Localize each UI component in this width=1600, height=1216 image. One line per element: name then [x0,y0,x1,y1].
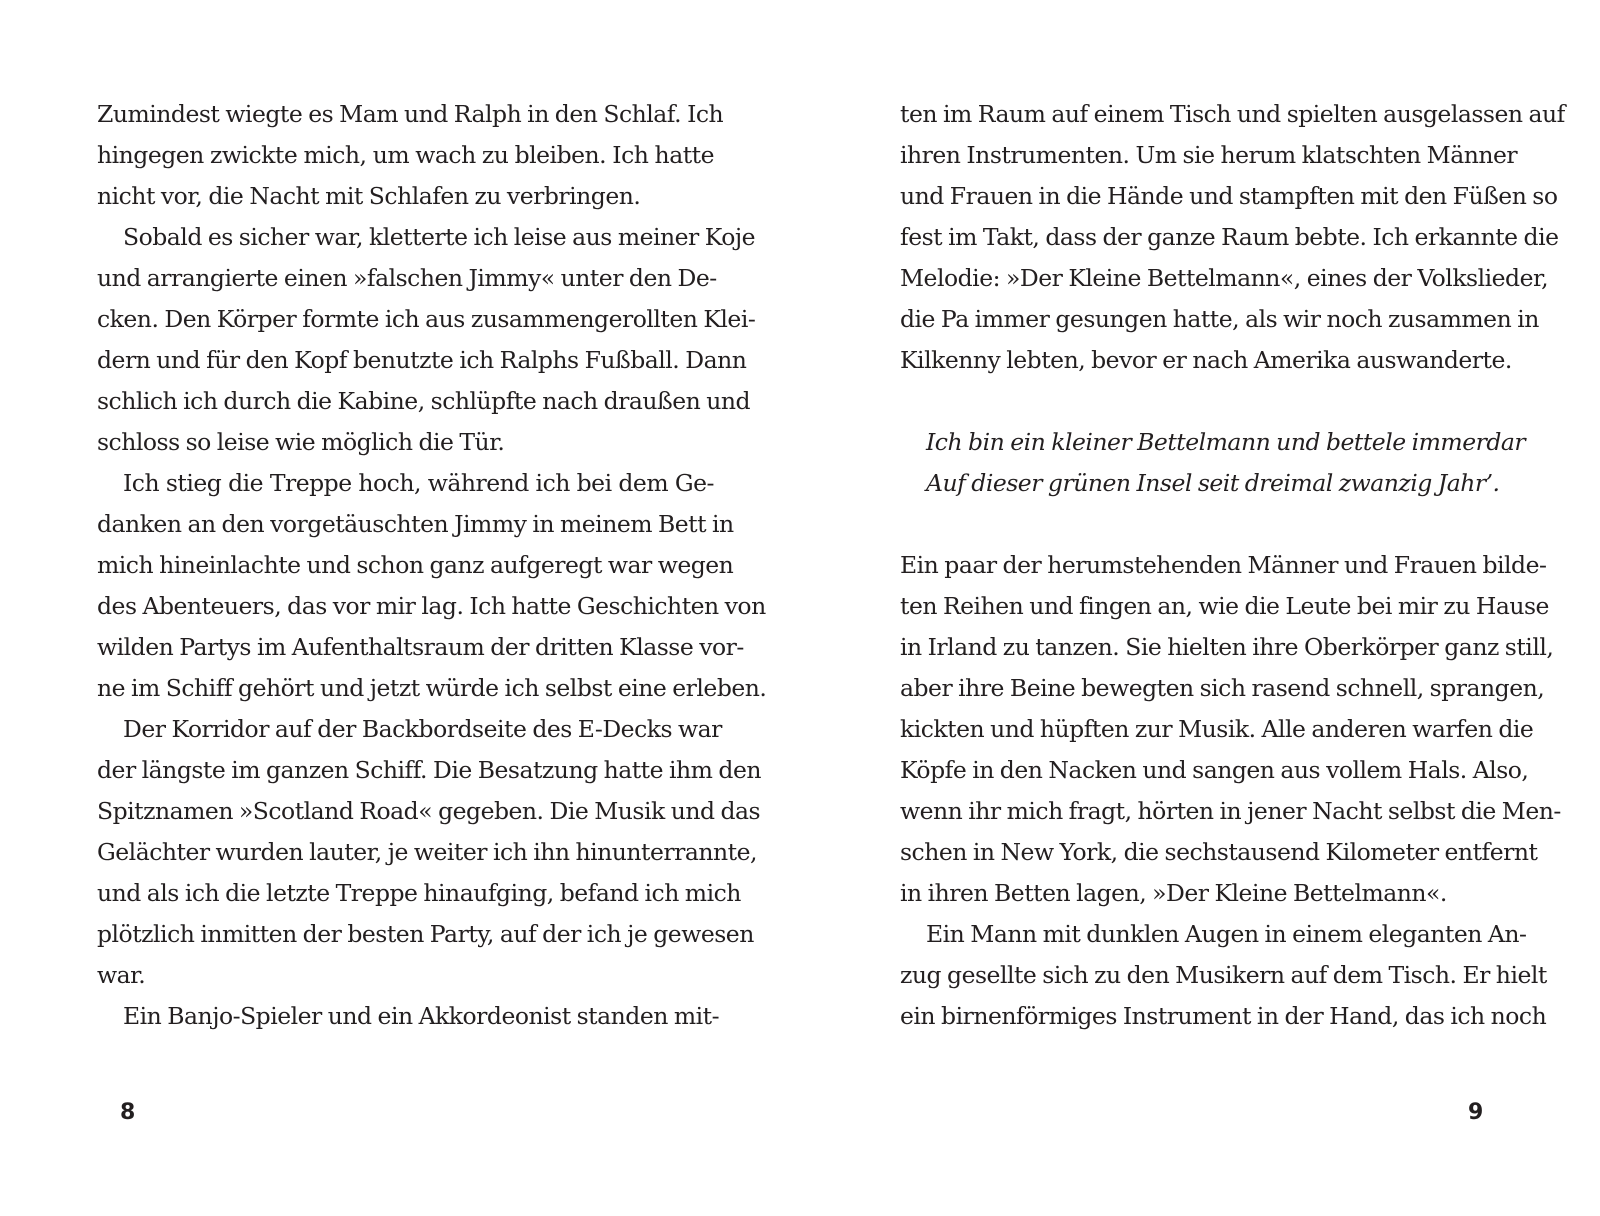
page-number: 8 [120,1100,136,1125]
text-line: Ich stieg die Treppe hoch, während ich bei dem Ge- [123,469,714,497]
text-line: hingegen zwickte mich, um wach zu bleiben. Ich hatte [97,141,714,169]
spacer [900,381,1512,422]
text-line: des Abenteuers, das vor mir lag. Ich hatte Geschichten von [97,592,766,620]
text-line: schen in New York, die sechstausend Kilometer entfernt [900,838,1538,866]
text-line: ten Reihen und fingen an, wie die Leute bei mir zu Hause [900,592,1549,620]
text-line: ten im Raum auf einem Tisch und spielten ausgelassen auf [900,100,1565,128]
text-line: war. [97,961,146,989]
text-line: Zumindest wiegte es Mam und Ralph in den Schlaf. Ich [97,100,724,128]
text-line: und arrangierte einen »falschen Jimmy« unter den De- [97,264,717,292]
text-line: dern und für den Kopf benutzte ich Ralphs Fußball. Dann [97,346,747,374]
text-line: ihren Instrumenten. Um sie herum klatschten Männer [900,141,1518,169]
right-page [800,0,1600,1216]
text-line: fest im Takt, dass der ganze Raum bebte. Ich erkannte die [900,223,1559,251]
text-line: zug gesellte sich zu den Musikern auf dem Tisch. Er hielt [900,961,1547,989]
text-line: in Irland zu tanzen. Sie hielten ihre Oberkörper ganz still, [900,633,1554,661]
text-line: ne im Schiff gehört und jetzt würde ich selbst eine erleben. [97,674,767,702]
verse-line: Ich bin ein kleiner Bettelmann und bettele immerdar [926,428,1526,456]
text-line: in ihren Betten lagen, »Der Kleine Bettelmann«. [900,879,1447,907]
text-line: schloss so leise wie möglich die Tür. [97,428,505,456]
text-line: kickten und hüpften zur Musik. Alle anderen warfen die [900,715,1534,743]
right-page-text [900,94,1565,1037]
spacer [900,504,1512,545]
text-line: Gelächter wurden lauter, je weiter ich ihn hinunterrannte, [97,838,757,866]
text-line: Ein Banjo-Spieler und ein Akkordeonist standen mit- [123,1002,720,1030]
text-line: Kilkenny lebten, bevor er nach Amerika auswanderte. [900,346,1512,374]
text-line: cken. Den Körper formte ich aus zusammengerollten Klei- [97,305,756,333]
text-line: Sobald es sicher war, kletterte ich leise aus meiner Koje [123,223,756,251]
text-line: Ein Mann mit dunklen Augen in einem eleganten An- [926,920,1527,948]
text-line: danken an den vorgetäuschten Jimmy in meinem Bett in [97,510,734,538]
text-line: aber ihre Beine bewegten sich rasend schnell, sprangen, [900,674,1545,702]
text-line: wenn ihr mich fragt, hörten in jener Nacht selbst die Men- [900,797,1561,825]
text-line: und Frauen in die Hände und stampften mit den Füßen so [900,182,1558,210]
text-line: die Pa immer gesungen hatte, als wir noch zusammen in [900,305,1539,333]
text-line: Spitznamen »Scotland Road« gegeben. Die Musik und das [97,797,761,825]
page-number: 9 [1468,1100,1484,1125]
text-line: Köpfe in den Nacken und sangen aus vollem Hals. Also, [900,756,1529,784]
text-line: der längste im ganzen Schiff. Die Besatzung hatte ihm den [97,756,761,784]
text-line: und als ich die letzte Treppe hinaufging, befand ich mich [97,879,741,907]
left-page-text [97,94,767,1037]
text-line: Melodie: »Der Kleine Bettelmann«, eines der Volkslieder, [900,264,1549,292]
text-line: nicht vor, die Nacht mit Schlafen zu verbringen. [97,182,641,210]
text-line: mich hineinlachte und schon ganz aufgeregt war wegen [97,551,734,579]
verse-line: Auf dieser grünen Insel seit dreimal zwanzig Jahr’. [926,469,1500,497]
text-line: Ein paar der herumstehenden Männer und Frauen bilde- [900,551,1547,579]
text-line: ein birnenförmiges Instrument in der Hand, das ich noch [900,1002,1547,1030]
text-line: Der Korridor auf der Backbordseite des E-Decks war [123,715,722,743]
text-line: schlich ich durch die Kabine, schlüpfte nach draußen und [97,387,751,415]
text-line: wilden Partys im Aufenthaltsraum der dritten Klasse vor- [97,633,744,661]
text-line: plötzlich inmitten der besten Party, auf der ich je gewesen [97,920,754,948]
